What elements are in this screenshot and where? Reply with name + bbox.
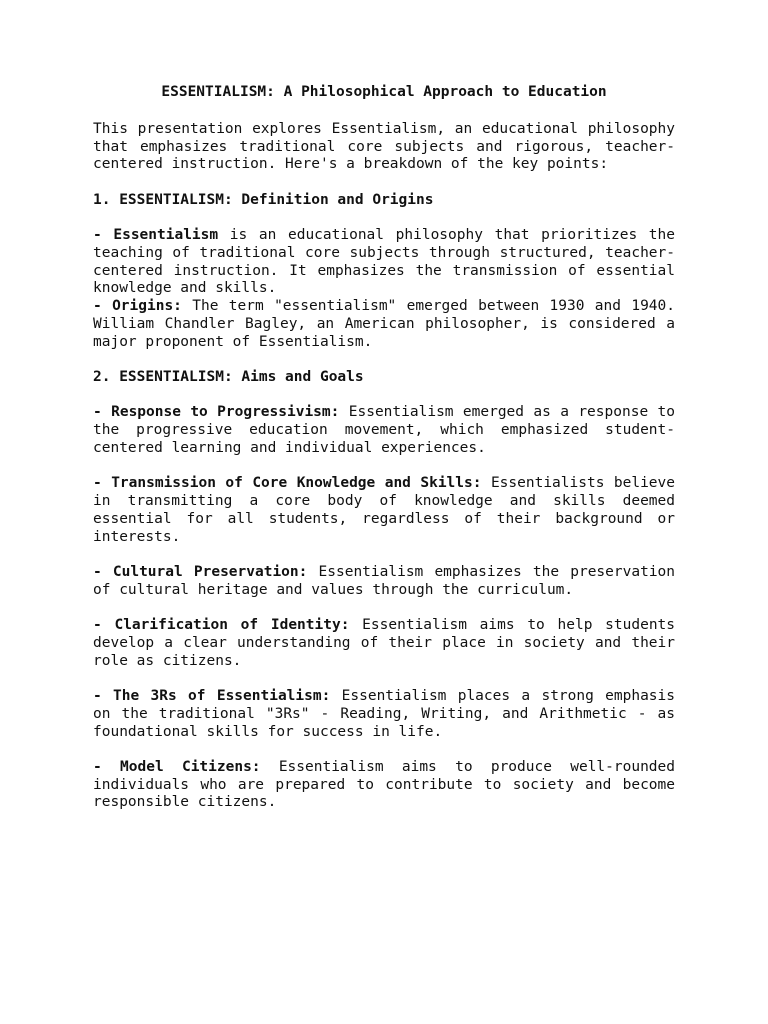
list-item-model-citizens <box>93 759 675 812</box>
item-text: The term "essentialism" emerged between 1930 and 1940. William Chandler Bagley, an American philosopher, is considered a major proponent of Essentialism. <box>93 298 675 350</box>
list-item-transmission <box>93 475 675 546</box>
section-heading-definition: 1. ESSENTIALISM: Definition and Origins <box>93 191 434 208</box>
item-term: - Response to Progressivism: <box>93 404 340 421</box>
item-term: - Essentialism <box>93 226 219 243</box>
document-title: ESSENTIALISM: A Philosophical Approach to Education <box>161 84 607 100</box>
item-text: Essentialism emphasizes the preservation of cultural heritage and values through the curriculum. <box>93 563 676 598</box>
list-item-identity <box>93 617 675 670</box>
item-term: - The 3Rs of Essentialism: <box>93 687 331 704</box>
list-item-cultural-preservation <box>93 564 675 600</box>
item-text: Essentialists believe in transmitting a core body of knowledge and skills deemed essential for all students, regardless of their background or interests. <box>93 475 675 545</box>
document-page <box>93 84 675 830</box>
item-text: Essentialism emerged as a response to the progressive education movement, which emphasized student-centered learning and individual experiences. <box>93 404 676 456</box>
list-item-origins <box>93 298 675 351</box>
item-text: Essentialism aims to help students develop a clear understanding of their place in society and their role as citizens. <box>93 617 676 669</box>
list-item-progressivism <box>93 404 675 457</box>
item-text: is an educational philosophy that prioritizes the teaching of traditional core subjects through structured, teacher-centered instruction. It emphasizes the transmission of essential knowledge and skills. <box>93 226 675 297</box>
list-item-essentialism <box>93 227 675 298</box>
section-heading-aims: 2. ESSENTIALISM: Aims and Goals <box>93 369 364 386</box>
item-term: - Model Citizens: <box>93 758 261 775</box>
item-term: - Cultural Preservation: <box>93 563 308 580</box>
list-item-3rs <box>93 688 675 741</box>
item-term: - Transmission of Core Knowledge and Skills: <box>93 475 482 492</box>
item-text: Essentialism aims to produce well-rounded individuals who are prepared to contribute to society and become responsible citizens. <box>93 758 675 811</box>
item-term: - Origins: <box>93 298 182 315</box>
item-term: - Clarification of Identity: <box>93 617 350 634</box>
intro-paragraph: This presentation explores Essentialism, an educational philosophy that emphasizes traditional core subjects and rigorous, teacher-centered instruction. Here's a breakdown of the key points: <box>93 120 675 173</box>
item-text: Essentialism places a strong emphasis on the traditional "3Rs" - Reading, Writing, and Arithmetic - as foundational skills for success in life. <box>93 687 675 740</box>
